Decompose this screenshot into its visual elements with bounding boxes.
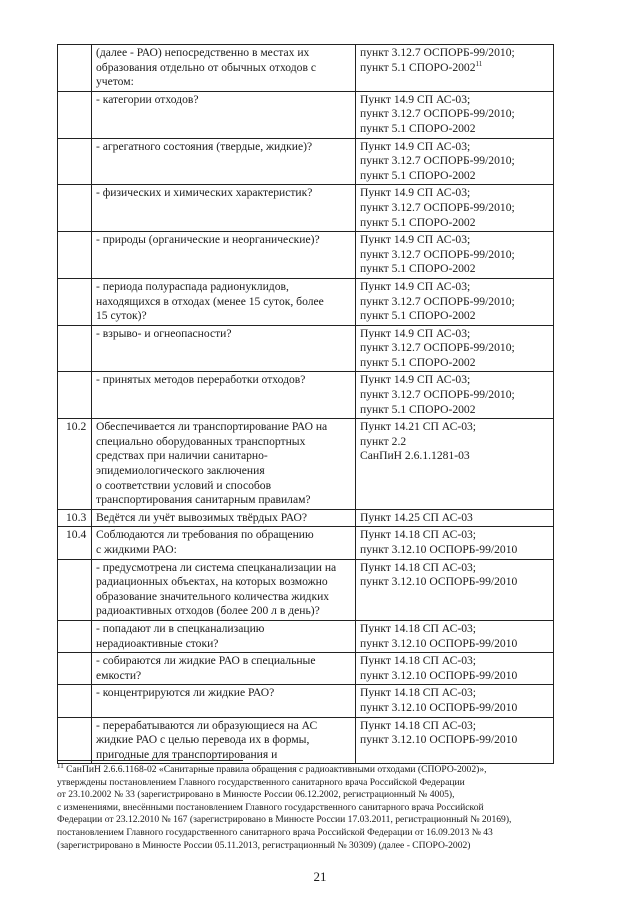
regulation-reference — [356, 372, 554, 419]
reference-text: Пункт 14.18 СП АС-03; — [360, 621, 477, 635]
reference-line — [360, 654, 549, 669]
question-line: - попадают ли в спецканализацию — [96, 621, 265, 635]
reference-line — [360, 122, 549, 137]
item-number — [58, 278, 92, 325]
footnote-text: Федерации от 23.12.2010 № 167 (зарегистрировано в Минюсте России 17.03.2011, регистрационный № 20169), — [57, 814, 512, 826]
question-line: транспортирования санитарным правилам? — [96, 493, 311, 507]
footnote-marker: 11 — [475, 59, 483, 68]
reference-text: пункт 3.12.7 ОСПОРБ-99/2010; — [360, 388, 515, 402]
reference-text: пункт 3.12.7 ОСПОРБ-99/2010; — [360, 200, 515, 214]
footnote-line — [57, 789, 557, 802]
requirement-question — [92, 527, 356, 559]
page-number: 21 — [313, 869, 327, 884]
regulation-reference — [356, 717, 554, 764]
question-line: радиоактивных отходов (более 200 л в день)? — [96, 604, 320, 618]
question-line: находящихся в отходах (менее 15 суток, более — [96, 294, 324, 308]
reference-text: пункт 3.12.7 ОСПОРБ-99/2010; — [360, 247, 515, 261]
question-line: жидкие РАО с целью перевода их в формы, — [96, 733, 310, 747]
item-number — [58, 717, 92, 764]
reference-text: пункт 3.12.7 ОСПОРБ-99/2010; — [360, 154, 515, 168]
inspection-checklist-table — [57, 44, 554, 764]
table-row — [58, 45, 554, 92]
reference-text: пункт 5.1 СПОРО-2002 — [360, 402, 476, 416]
question-line: Ведётся ли учёт вывозимых твёрдых РАО? — [96, 510, 308, 524]
question-line: о соответствии условий и способов — [96, 478, 272, 492]
question-line: - периода полураспада радионуклидов, — [96, 279, 289, 293]
requirement-question — [92, 717, 356, 764]
table-row — [58, 138, 554, 185]
question-line: - взрыво- и огнеопасности? — [96, 326, 232, 340]
reference-line — [360, 701, 549, 716]
table-row — [58, 372, 554, 419]
question-line: - собираются ли жидкие РАО в специальные — [96, 654, 316, 668]
footnote-line — [57, 840, 557, 853]
table-row — [58, 653, 554, 685]
item-number — [58, 559, 92, 620]
regulation-reference — [356, 138, 554, 185]
reference-line — [360, 248, 549, 263]
question-line: - перерабатываются ли образующиеся на АС — [96, 718, 318, 732]
reference-text: Пункт 14.9 СП АС-03; — [360, 233, 471, 247]
reference-text: пункт 3.12.7 ОСПОРБ-99/2010; — [360, 294, 515, 308]
requirement-question — [92, 45, 356, 92]
reference-text: пункт 5.1 СПОРО-2002 — [360, 355, 476, 369]
regulation-reference — [356, 91, 554, 138]
reference-line — [360, 733, 549, 748]
reference-text: Пункт 14.18 СП АС-03; — [360, 654, 477, 668]
reference-text: пункт 5.1 СПОРО-2002 — [360, 168, 476, 182]
question-line: - агрегатного состояния (твердые, жидкие)? — [96, 139, 313, 153]
reference-text: СанПиН 2.6.1.1281-03 — [360, 449, 470, 463]
item-number — [58, 91, 92, 138]
reference-text: Пункт 14.9 СП АС-03; — [360, 279, 471, 293]
regulation-reference — [356, 185, 554, 232]
reference-line — [360, 216, 549, 231]
requirement-question — [92, 685, 356, 717]
regulation-reference — [356, 653, 554, 685]
requirement-question — [92, 620, 356, 652]
question-line: радиационных объектах, на которых возможно — [96, 575, 328, 589]
question-line: - предусмотрена ли система спецканализации на — [96, 560, 337, 574]
reference-line — [360, 154, 549, 169]
item-number — [58, 232, 92, 279]
regulation-reference — [356, 685, 554, 717]
footnote-line — [57, 827, 557, 840]
table-row — [58, 91, 554, 138]
regulation-reference — [356, 527, 554, 559]
footnote-line — [57, 814, 557, 827]
regulation-reference — [356, 325, 554, 372]
footnote-text: от 23.10.2002 № 33 (зарегистрировано в Минюсте России 06.12.2002, регистрационный № 4005), — [57, 789, 455, 801]
question-line: - концентрируются ли жидкие РАО? — [96, 686, 275, 700]
regulation-reference — [356, 509, 554, 527]
item-number: 10.4 — [58, 527, 92, 559]
footnote-marker: 11 — [57, 761, 64, 770]
question-line: с жидкими РАО: — [96, 543, 177, 556]
reference-line — [360, 262, 549, 277]
requirement-question — [92, 185, 356, 232]
reference-line — [360, 543, 549, 558]
reference-line — [360, 356, 549, 371]
reference-text: пункт 3.12.10 ОСПОРБ-99/2010 — [360, 543, 518, 556]
table-row — [58, 185, 554, 232]
reference-line — [360, 561, 549, 576]
reference-text: пункт 5.1 СПОРО-2002 — [360, 309, 476, 323]
question-line: Соблюдаются ли требования по обращению — [96, 528, 314, 542]
reference-line — [360, 341, 549, 356]
footnote-line — [57, 761, 557, 777]
reference-line — [360, 622, 549, 637]
reference-text: Пункт 14.9 СП АС-03; — [360, 373, 471, 387]
footnote-text: утверждены постановлением Главного государственного санитарного врача Российской Федерации — [57, 776, 465, 788]
table-row — [58, 325, 554, 372]
question-line: - категории отходов? — [96, 92, 199, 106]
regulation-reference — [356, 232, 554, 279]
reference-text: пункт 3.12.10 ОСПОРБ-99/2010 — [360, 575, 518, 589]
reference-line — [360, 309, 549, 324]
reference-line — [360, 388, 549, 403]
reference-text: Пункт 14.18 СП АС-03; — [360, 560, 477, 574]
reference-line — [360, 420, 549, 435]
reference-text: пункт 5.1 СПОРО-2002 — [360, 121, 476, 135]
question-line: образования отдельно от обычных отходов с — [96, 60, 316, 74]
reference-line — [360, 61, 549, 76]
reference-line — [360, 511, 549, 526]
table-row — [58, 559, 554, 620]
reference-line — [360, 233, 549, 248]
item-number — [58, 185, 92, 232]
reference-text: пункт 3.12.10 ОСПОРБ-99/2010 — [360, 636, 518, 650]
reference-text: Пункт 14.9 СП АС-03; — [360, 186, 471, 200]
footnote-divider — [57, 760, 243, 761]
reference-line — [360, 280, 549, 295]
reference-line — [360, 140, 549, 155]
reference-line — [360, 373, 549, 388]
item-number: 10.2 — [58, 419, 92, 510]
reference-text: Пункт 14.18 СП АС-03; — [360, 686, 477, 700]
question-line: 15 суток)? — [96, 309, 147, 323]
item-number — [58, 620, 92, 652]
table-row — [58, 717, 554, 764]
question-line: средствах при наличии санитарно- — [96, 449, 268, 463]
reference-line — [360, 449, 549, 464]
reference-text: пункт 3.12.7 ОСПОРБ-99/2010; — [360, 46, 515, 59]
reference-line — [360, 107, 549, 122]
footnote-text: СанПиН 2.6.6.1168-02 «Санитарные правила обращения с радиоактивными отходами (СПОРО-2002)», — [63, 764, 487, 775]
reference-line — [360, 528, 549, 543]
item-number — [58, 138, 92, 185]
question-line: нерадиоактивные стоки? — [96, 636, 219, 650]
question-line: образование значительного количества жидких — [96, 589, 330, 603]
reference-text: пункт 5.1 СПОРО-2002 — [360, 262, 476, 276]
table-row — [58, 620, 554, 652]
reference-line — [360, 669, 549, 684]
reference-text: Пункт 14.9 СП АС-03; — [360, 92, 471, 106]
table-row — [58, 232, 554, 279]
reference-line — [360, 295, 549, 310]
footnote-line — [57, 802, 557, 815]
question-line: эпидемиологического заключения — [96, 464, 265, 478]
reference-line — [360, 93, 549, 108]
reference-text: пункт 3.12.10 ОСПОРБ-99/2010 — [360, 668, 518, 682]
table-row — [58, 527, 554, 559]
reference-text: пункт 5.1 СПОРО-2002 — [360, 215, 476, 229]
footnote-text: постановлением Главного государственного санитарного врача Российской Федерации от 16.09.2013 № 43 — [57, 826, 493, 838]
reference-line — [360, 46, 549, 61]
reference-text: Пункт 14.9 СП АС-03; — [360, 326, 471, 340]
requirement-question — [92, 91, 356, 138]
table-row — [58, 278, 554, 325]
reference-line — [360, 169, 549, 184]
table-row — [58, 509, 554, 527]
reference-line — [360, 435, 549, 450]
requirement-question — [92, 419, 356, 510]
requirement-question — [92, 278, 356, 325]
reference-line — [360, 637, 549, 652]
item-number — [58, 45, 92, 92]
reference-line — [360, 327, 549, 342]
reference-line — [360, 719, 549, 734]
requirement-question — [92, 509, 356, 527]
reference-line — [360, 686, 549, 701]
regulation-reference — [356, 620, 554, 652]
question-line: емкости? — [96, 668, 142, 682]
requirement-question — [92, 653, 356, 685]
reference-line — [360, 201, 549, 216]
regulation-reference — [356, 419, 554, 510]
item-number — [58, 653, 92, 685]
item-number: 10.3 — [58, 509, 92, 527]
requirement-question — [92, 372, 356, 419]
footnote-text: с изменениями, внесёнными постановлением Главного государственного санитарного врача Российской — [57, 801, 484, 813]
item-number — [58, 325, 92, 372]
footnote — [57, 761, 557, 852]
reference-text: пункт 3.12.7 ОСПОРБ-99/2010; — [360, 341, 515, 355]
question-line: пригодные для транспортирования и — [96, 747, 278, 761]
reference-text: Пункт 14.9 СП АС-03; — [360, 139, 471, 153]
question-line: (далее - РАО) непосредственно в местах их — [96, 46, 310, 59]
reference-text: Пункт 14.25 СП АС-03 — [360, 510, 473, 524]
regulation-reference — [356, 278, 554, 325]
requirement-question — [92, 325, 356, 372]
question-line: - физических и химических характеристик? — [96, 186, 313, 200]
reference-text: Пункт 14.18 СП АС-03; — [360, 528, 477, 542]
reference-text: пункт 3.12.7 ОСПОРБ-99/2010; — [360, 107, 515, 121]
reference-text: Пункт 14.21 СП АС-03; — [360, 420, 477, 434]
table-body — [58, 45, 554, 764]
requirement-question — [92, 138, 356, 185]
item-number — [58, 685, 92, 717]
reference-text: пункт 2.2 — [360, 434, 407, 448]
reference-line — [360, 575, 549, 590]
question-line: учетом: — [96, 75, 134, 89]
question-line: специально оборудованных транспортных — [96, 434, 306, 448]
table-row — [58, 685, 554, 717]
question-line: - природы (органические и неорганические)? — [96, 233, 320, 247]
question-line: Обеспечивается ли транспортирование РАО на — [96, 420, 328, 434]
requirement-question — [92, 559, 356, 620]
reference-text: пункт 3.12.10 ОСПОРБ-99/2010 — [360, 733, 518, 747]
reference-line — [360, 186, 549, 201]
reference-text: Пункт 14.18 СП АС-03; — [360, 718, 477, 732]
requirement-question — [92, 232, 356, 279]
regulation-reference — [356, 559, 554, 620]
footnote-text: (зарегистрировано в Минюсте России 05.11.2013, регистрационный № 30309) (далее - СПОРО-2002) — [57, 839, 471, 851]
reference-text: пункт 5.1 СПОРО-2002 — [360, 60, 476, 74]
footnote-line — [57, 777, 557, 790]
reference-text: пункт 3.12.10 ОСПОРБ-99/2010 — [360, 700, 518, 714]
regulation-reference — [356, 45, 554, 92]
reference-line — [360, 403, 549, 418]
table-row — [58, 419, 554, 510]
item-number — [58, 372, 92, 419]
question-line: - принятых методов переработки отходов? — [96, 373, 306, 387]
